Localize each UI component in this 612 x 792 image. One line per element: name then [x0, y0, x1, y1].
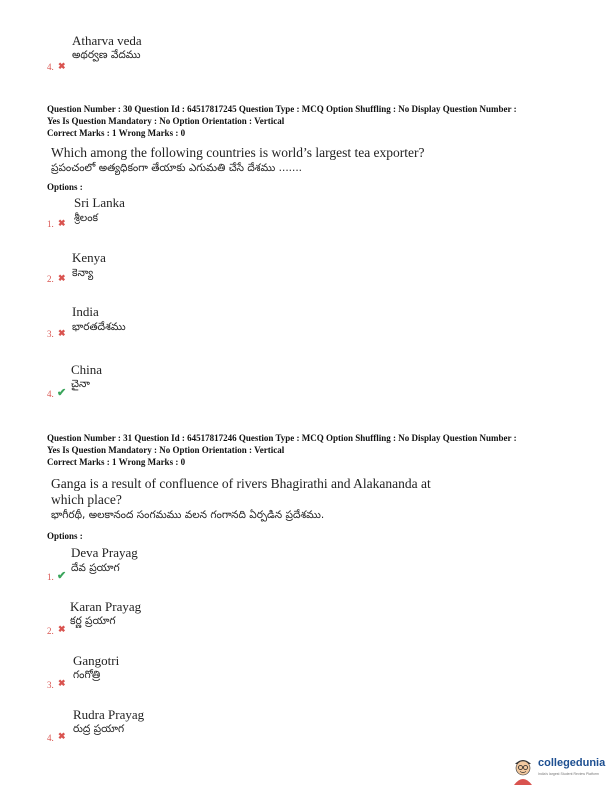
- wrong-mark-icon: ✖: [58, 61, 66, 71]
- q31-question-english-line-1: Ganga is a result of confluence of rivers Bhagirathi and Alakananda at: [51, 476, 431, 491]
- prev-option-4-number: 4.: [47, 62, 54, 72]
- q31-option-3-number: 3.: [47, 680, 54, 690]
- q30-option-2-telugu: కెన్యా: [72, 267, 94, 279]
- q31-question-telugu: భాగీరథీ, అలకానంద సంగమము వలన గంగానది ఏర్పడిన ప్రదేశము.: [51, 509, 325, 521]
- q31-option-2-telugu: కర్ణ ప్రయాగ: [70, 615, 116, 627]
- q31-option-4-telugu: రుద్ర ప్రయాగ: [73, 723, 125, 735]
- q30-marks: Correct Marks : 1 Wrong Marks : 0: [47, 128, 186, 138]
- q31-meta-line-1: Question Number : 31 Question Id : 64517817246 Question Type : MCQ Option Shuffling : No Display Question Number :: [47, 433, 517, 443]
- q30-options-label: Options :: [47, 182, 83, 192]
- collegedunia-logo: [508, 755, 608, 787]
- q31-option-2-english: Karan Prayag: [70, 599, 142, 614]
- q30-option-1-telugu: శ్రీలంక: [74, 212, 99, 224]
- q31-option-4-number: 4.: [47, 733, 54, 743]
- q30-option-4-number: 4.: [47, 389, 54, 399]
- brand-tagline: India's largest Student Review Platform: [538, 772, 599, 776]
- prev-option-4-english: Atharva veda: [72, 33, 142, 48]
- q30-question-telugu: ప్రపంచంలో అత్యధికంగా తేయాకు ఎగుమతి చేసే దేశము .......: [51, 162, 303, 174]
- q30-option-2-number: 2.: [47, 274, 54, 284]
- q30-question-english: Which among the following countries is world’s largest tea exporter?: [51, 145, 425, 160]
- q30-option-2-english: Kenya: [72, 250, 106, 265]
- wrong-mark-icon: ✖: [58, 731, 66, 741]
- q30-meta-line-1: Question Number : 30 Question Id : 64517817245 Question Type : MCQ Option Shuffling : No Display Question Number :: [47, 104, 517, 114]
- q30-option-4-telugu: చైనా: [71, 378, 90, 390]
- q30-option-1-number: 1.: [47, 219, 54, 229]
- brand-name: collegedunia: [538, 757, 606, 769]
- wrong-mark-icon: ✖: [58, 624, 66, 634]
- correct-check-icon: ✔: [57, 387, 67, 399]
- wrong-mark-icon: ✖: [58, 218, 66, 228]
- q31-options-label: Options :: [47, 531, 83, 541]
- q30-option-4-english: China: [71, 362, 103, 377]
- q31-question-english-line-2: which place?: [51, 492, 122, 507]
- q31-option-4-english: Rudra Prayag: [73, 707, 145, 722]
- correct-check-icon: ✔: [57, 570, 67, 582]
- q30-option-1-english: Sri Lanka: [74, 195, 125, 210]
- q30-option-3-number: 3.: [47, 329, 54, 339]
- q31-option-3-telugu: గంగోత్రి: [73, 669, 101, 681]
- q31-marks: Correct Marks : 1 Wrong Marks : 0: [47, 457, 186, 467]
- wrong-mark-icon: ✖: [58, 273, 66, 283]
- q31-option-1-english: Deva Prayag: [71, 545, 138, 560]
- q31-meta-line-2: Yes Is Question Mandatory : No Option Orientation : Vertical: [47, 445, 285, 455]
- wrong-mark-icon: ✖: [58, 678, 66, 688]
- prev-option-4-telugu: అథర్వణ వేదము: [72, 49, 141, 61]
- q31-option-1-telugu: దేవ ప్రయాగ: [71, 562, 120, 574]
- q30-option-3-telugu: భారతదేశము: [72, 321, 126, 333]
- q31-option-2-number: 2.: [47, 626, 54, 636]
- q30-meta-line-2: Yes Is Question Mandatory : No Option Orientation : Vertical: [47, 116, 285, 126]
- wrong-mark-icon: ✖: [58, 328, 66, 338]
- q31-option-1-number: 1.: [47, 572, 54, 582]
- q31-option-3-english: Gangotri: [73, 653, 120, 668]
- q30-option-3-english: India: [72, 304, 99, 319]
- student-mascot-icon: [510, 755, 536, 785]
